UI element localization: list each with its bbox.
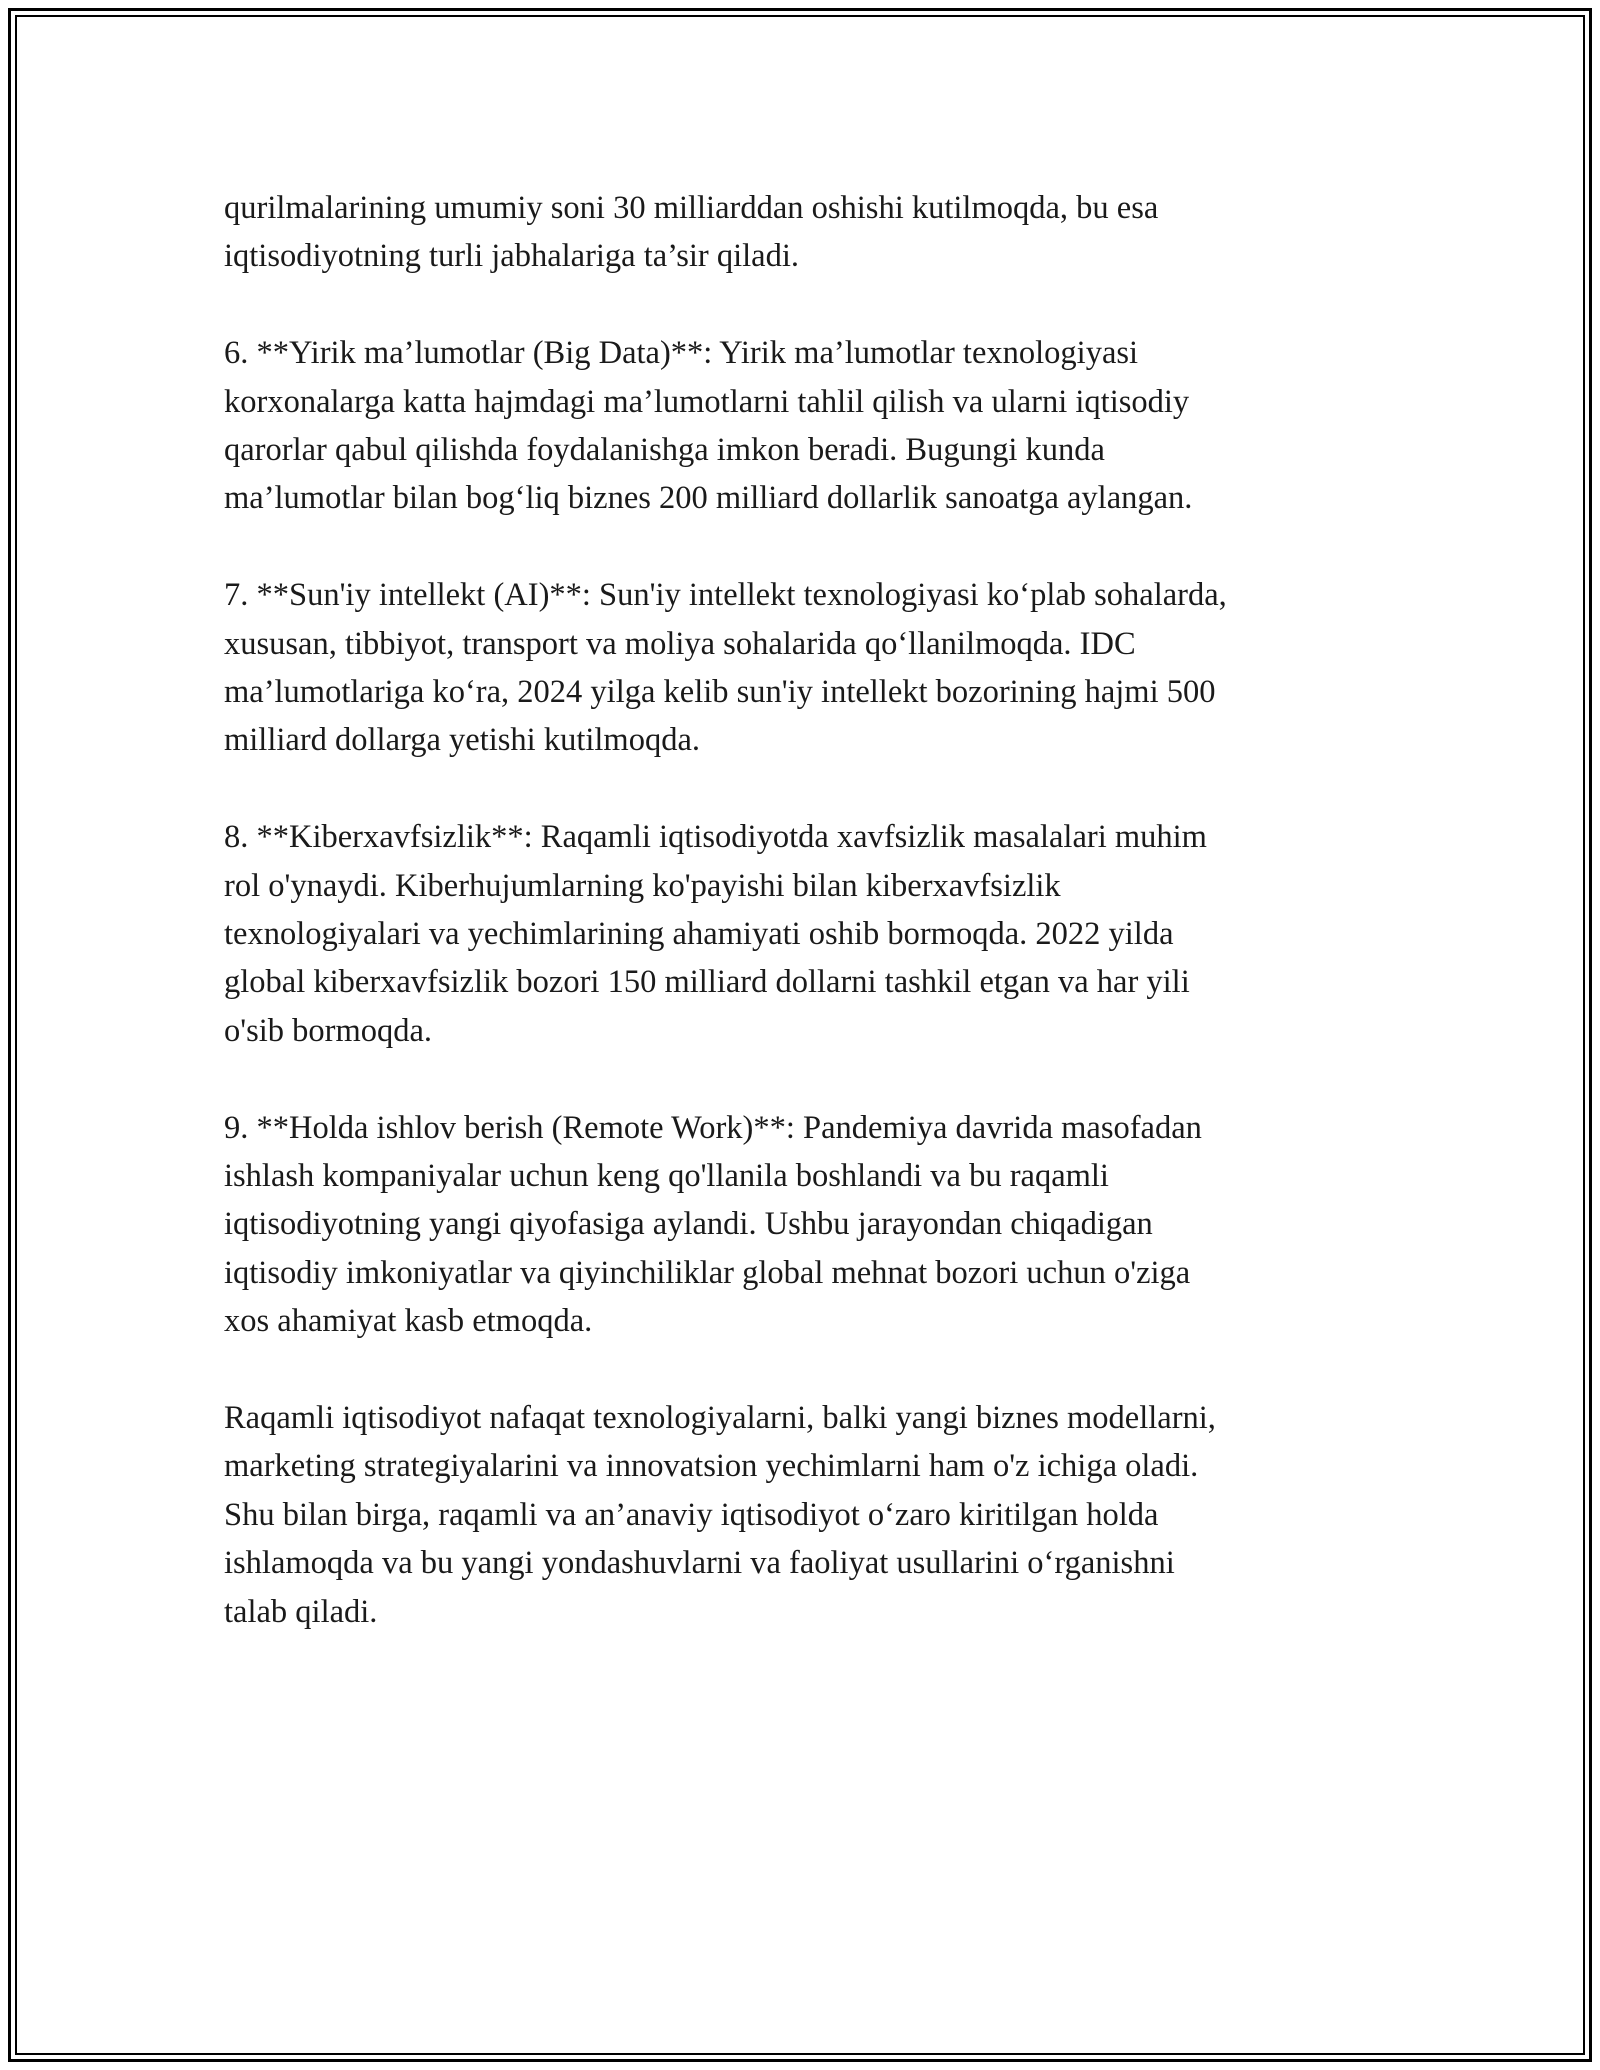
text-line: 6. **Yirik ma’lumotlar (Big Data)**: Yirik ma’lumotlar texnologiyasi xyxy=(224,335,1139,372)
text-line: global kiberxavfsizlik bozori 150 milliard dollarni tashkil etgan va har yili xyxy=(224,964,1190,1001)
text-line: ma’lumotlar bilan bog‘liq biznes 200 milliard dollarlik sanoatga aylangan. xyxy=(224,480,1193,517)
text-line: ma’lumotlariga ko‘ra, 2024 yilga kelib sun'iy intellekt bozorining hajmi 500 xyxy=(224,674,1216,711)
text-line: iqtisodiyotning turli jabhalariga ta’sir qiladi. xyxy=(224,238,799,275)
text-line: 8. **Kiberxavfsizlik**: Raqamli iqtisodiyotda xavfsizlik masalalari muhim xyxy=(224,819,1207,856)
text-line: rol o'ynaydi. Kiberhujumlarning ko'payishi bilan kiberxavfsizlik xyxy=(224,867,1061,904)
text-line: 7. **Sun'iy intellekt (AI)**: Sun'iy intellekt texnologiyasi ko‘plab sohalarda, xyxy=(224,577,1227,614)
text-line: qurilmalarining umumiy soni 30 milliarddan oshishi kutilmoqda, bu esa xyxy=(224,190,1159,226)
text-line: milliard dollarga yetishi kutilmoqda. xyxy=(224,722,700,759)
text-line: ishlash kompaniyalar uchun keng qo'llanila boshlandi va bu raqamli xyxy=(224,1158,1109,1195)
paragraph-continuation xyxy=(224,184,1399,281)
text-line: qarorlar qabul qilishda foydalanishga imkon beradi. Bugungi kunda xyxy=(224,432,1105,469)
text-line: texnologiyalari va yechimlarining ahamiyati oshib bormoqda. 2022 yilda xyxy=(224,916,1174,953)
text-line: ishlamoqda va bu yangi yondashuvlarni va faoliyat usullarini o‘rganishni xyxy=(224,1545,1175,1582)
document-body xyxy=(224,184,1399,1685)
text-line: talab qiladi. xyxy=(224,1593,378,1630)
paragraph-conclusion xyxy=(224,1394,1399,1636)
paragraph-big-data xyxy=(224,329,1399,523)
text-line: xususan, tibbiyot, transport va moliya sohalarida qo‘llanilmoqda. IDC xyxy=(224,625,1136,662)
text-line: xos ahamiyat kasb etmoqda. xyxy=(224,1303,593,1340)
text-line: korxonalarga katta hajmdagi ma’lumotlarni tahlil qilish va ularni iqtisodiy xyxy=(224,383,1190,420)
text-line: Raqamli iqtisodiyot nafaqat texnologiyalarni, balki yangi biznes modellarni, xyxy=(224,1400,1216,1437)
paragraph-ai xyxy=(224,571,1399,765)
text-line: marketing strategiyalarini va innovatsion yechimlarni ham o'z ichiga oladi. xyxy=(224,1448,1199,1485)
paragraph-remote-work xyxy=(224,1104,1399,1346)
text-line: o'sib bormoqda. xyxy=(224,1012,433,1049)
text-line: iqtisodiy imkoniyatlar va qiyinchiliklar global mehnat bozori uchun o'ziga xyxy=(224,1254,1191,1291)
text-line: iqtisodiyotning yangi qiyofasiga aylandi. Ushbu jarayondan chiqadigan xyxy=(224,1206,1153,1243)
text-line: 9. **Holda ishlov berish (Remote Work)**: Pandemiya davrida masofadan xyxy=(224,1109,1202,1146)
text-line: Shu bilan birga, raqamli va an’anaviy iqtisodiyot o‘zaro kiritilgan holda xyxy=(224,1496,1159,1533)
paragraph-cybersecurity xyxy=(224,813,1399,1055)
